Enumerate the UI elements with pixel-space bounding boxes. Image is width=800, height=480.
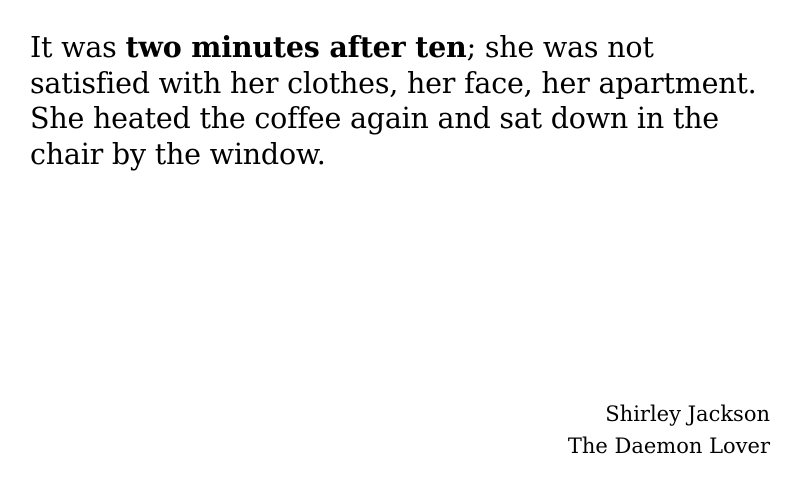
author-name: Shirley Jackson <box>605 402 770 426</box>
quote-time-highlight: two minutes after ten <box>125 30 467 64</box>
quote-text-before: It was <box>30 31 126 64</box>
work-title: The Daemon Lover <box>567 434 770 458</box>
quote-text <box>30 30 770 172</box>
quote-text-after: ; she was not satisfied with her clothes, her face, her apartment. She heated the coffee again and sat down in the chair by the window. <box>30 31 757 171</box>
attribution <box>568 398 770 462</box>
